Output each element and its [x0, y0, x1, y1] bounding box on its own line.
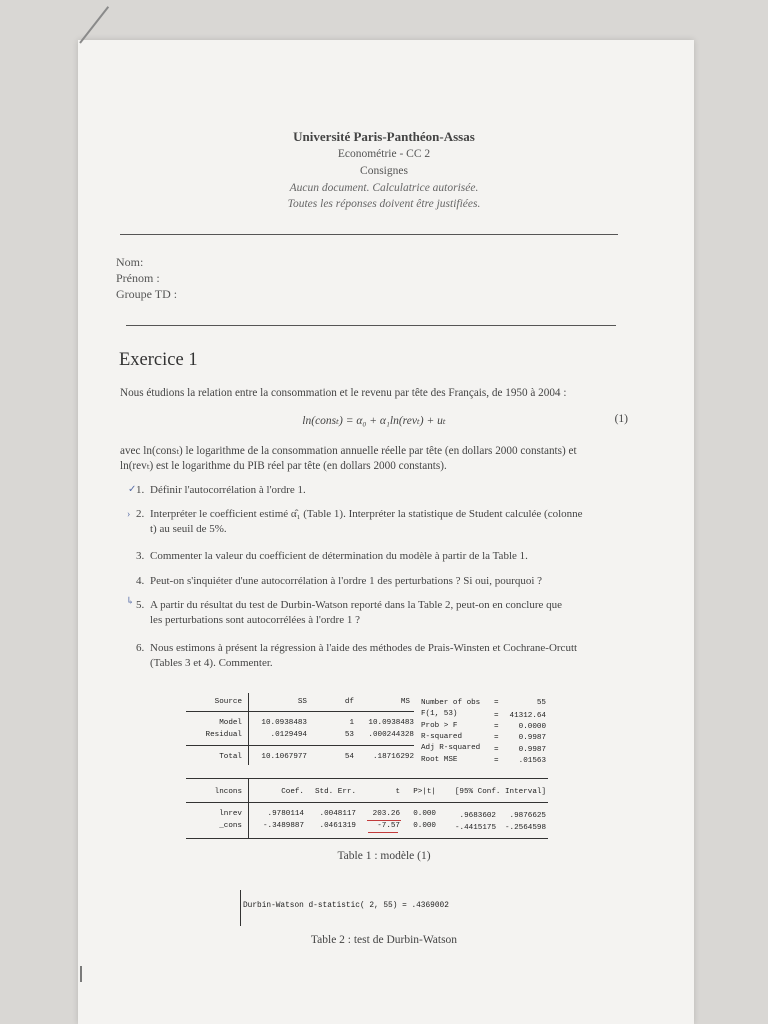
anova-row-residual-ss: .0129494 — [270, 731, 307, 739]
variable-description-line1: avec ln(consₜ) le logarithme de la consommation annuelle réelle par tête (en dollars 2000 constants) et — [120, 445, 577, 457]
course-title: Econométrie - CC 2 — [337, 148, 431, 160]
coef-bottom-rule — [186, 838, 548, 839]
anova-row-model-label: Model — [219, 719, 242, 727]
stat-equals: = — [494, 757, 499, 765]
anova-header-source: Source — [214, 698, 242, 706]
question-2 — [136, 507, 614, 539]
question-text: Peut-on s'inquiéter d'une autocorrélation à l'ordre 1 des perturbations ? Si oui, pourquoi ? — [150, 575, 543, 587]
anova-row-model-ss: 10.0938483 — [261, 719, 307, 727]
prenom-label: Prénom : — [116, 271, 160, 285]
question-text: Interpréter le coefficient estimé α̂₁ (Table 1). Interpréter la statistique de Student calculée (colonne — [150, 508, 583, 520]
stat-value: 55 — [536, 699, 546, 707]
coef-top-rule — [186, 778, 548, 779]
stat-label: R-squared — [421, 733, 463, 741]
anova-header-ss: SS — [297, 698, 307, 706]
variable-description-line2: ln(revₜ) est le logarithme du PIB réel par tête (en dollars 2000 constants). — [120, 460, 447, 472]
anova-row-total-df: 54 — [344, 753, 354, 761]
coef-row-cons-coef: -.3489887 — [262, 822, 304, 830]
question-number: 2. — [136, 508, 145, 520]
coef-row-cons-label: _cons — [219, 822, 242, 830]
coef-row-lnrev-coef: .9780114 — [267, 810, 304, 818]
question-text: Définir l'autocorrélation à l'ordre 1. — [150, 484, 306, 496]
coef-row-lnrev-ci-high: .9876625 — [509, 812, 546, 820]
stat-value: 41312.64 — [509, 712, 546, 720]
university-name: Université Paris-Panthéon-Assas — [293, 129, 475, 144]
pen-underline-mark — [368, 832, 398, 833]
anova-row-total-label: Total — [219, 753, 242, 761]
anova-header-ms: MS — [400, 698, 410, 706]
section-title: Consignes — [360, 165, 408, 177]
dw-statistic-line: Durbin-Watson d-statistic( 2, 55) = .4369002 — [243, 902, 449, 910]
header-divider — [120, 234, 618, 235]
exercise-title: Exercice 1 — [119, 350, 198, 370]
coef-header-stderr: Std. Err. — [314, 788, 356, 796]
exam-rule-1: Aucun document. Calculatrice autorisée. — [289, 182, 479, 194]
stat-label: Adj R-squared — [421, 744, 481, 752]
equation-text: ln(consₜ) = α₀ + α₁ln(revₜ) + uₜ — [302, 415, 446, 427]
nom-label: Nom: — [116, 255, 144, 269]
stat-value: 0.9987 — [518, 734, 546, 742]
coef-row-lnrev-stderr: .0048117 — [319, 810, 356, 818]
anova-row-residual-label: Residual — [205, 731, 242, 739]
stat-label: Root MSE — [421, 756, 458, 764]
coef-row-cons-ci-low: -.4415175 — [454, 824, 496, 832]
anova-header-rule — [186, 711, 414, 712]
question-6 — [136, 641, 614, 673]
anova-total-rule — [186, 745, 414, 746]
question-text: Commenter la valeur du coefficient de détermination du modèle à partir de la Table 1. — [150, 550, 528, 562]
anova-row-model-df: 1 — [349, 719, 354, 727]
coef-vertical-rule — [248, 778, 249, 838]
question-number: 3. — [136, 550, 145, 562]
stat-equals: = — [494, 746, 499, 754]
coef-header-t: t — [395, 788, 400, 796]
model-equation — [120, 413, 628, 429]
question-5 — [136, 598, 614, 630]
question-text-cont: (Tables 3 et 4). Commenter. — [150, 657, 273, 669]
coef-row-cons-t: -7.57 — [377, 822, 400, 830]
coef-row-cons-pvalue: 0.000 — [413, 822, 436, 830]
stat-equals: = — [494, 723, 499, 731]
stat-label: Prob > F — [421, 722, 458, 730]
anova-row-residual-df: 53 — [344, 731, 354, 739]
question-number: 6. — [136, 642, 145, 654]
form-divider — [126, 325, 616, 326]
question-text: Nous estimons à présent la régression à l'aide des méthodes de Prais-Winsten et Cochrane-Orcutt — [150, 642, 578, 654]
anova-row-total-ms: .18716292 — [372, 753, 414, 761]
coef-row-cons-stderr: .0461319 — [319, 822, 356, 830]
coef-header-pvalue: P>|t| — [413, 788, 436, 796]
anova-row-residual-ms: .000244328 — [368, 731, 414, 739]
question-number: 1. — [136, 484, 145, 496]
checkmark-icon: ✓ — [128, 484, 137, 495]
exam-rule-2: Toutes les réponses doivent être justifiées. — [287, 198, 481, 210]
stat-equals: = — [494, 699, 499, 707]
arrow-mark-icon: › — [127, 509, 131, 520]
coef-row-lnrev-pvalue: 0.000 — [413, 810, 436, 818]
exercise-intro: Nous étudions la relation entre la consommation et le revenu par tête des Français, de 1950 à 2004 : — [120, 387, 567, 399]
stat-equals: = — [494, 712, 499, 720]
stat-value: .01563 — [518, 757, 546, 765]
equation-number: (1) — [614, 413, 628, 425]
coef-row-lnrev-label: lnrev — [219, 810, 242, 818]
groupe-label: Groupe TD : — [116, 287, 178, 301]
coef-header-confint: [95% Conf. Interval] — [454, 788, 546, 796]
pen-mark-icon: ↳ — [126, 596, 135, 607]
stat-equals: = — [494, 734, 499, 742]
pencil-mark — [79, 6, 109, 43]
coef-row-cons-ci-high: -.2564598 — [504, 824, 546, 832]
stat-label: Number of obs — [421, 699, 481, 707]
edge-mark — [80, 966, 82, 982]
anova-row-total-ss: 10.1067977 — [261, 753, 307, 761]
coef-header-depvar: lncons — [214, 788, 242, 796]
table2-caption: Table 2 : test de Durbin-Watson — [310, 934, 458, 946]
table1-caption: Table 1 : modèle (1) — [337, 850, 431, 862]
dw-left-rule — [240, 890, 241, 926]
coef-header-coef: Coef. — [281, 788, 304, 796]
stat-label: F(1, 53) — [421, 710, 458, 718]
anova-row-model-ms: 10.0938483 — [368, 719, 414, 727]
question-number: 5. — [136, 599, 145, 611]
coef-row-lnrev-t: 203.26 — [372, 810, 400, 818]
coef-header-rule — [186, 802, 548, 803]
coef-row-lnrev-ci-low: .9683602 — [459, 812, 496, 820]
question-text: A partir du résultat du test de Durbin-Watson reporté dans la Table 2, peut-on en conclure que — [150, 599, 563, 611]
stat-value: 0.9987 — [518, 746, 546, 754]
pen-underline-mark — [367, 820, 401, 821]
anova-header-df: df — [344, 698, 354, 706]
question-number: 4. — [136, 575, 145, 587]
stat-value: 0.0000 — [518, 723, 546, 731]
anova-vertical-rule — [248, 693, 249, 765]
question-text-cont: t) au seuil de 5%. — [150, 523, 227, 535]
question-text-cont: les perturbations sont autocorrélées à l'ordre 1 ? — [150, 614, 360, 626]
